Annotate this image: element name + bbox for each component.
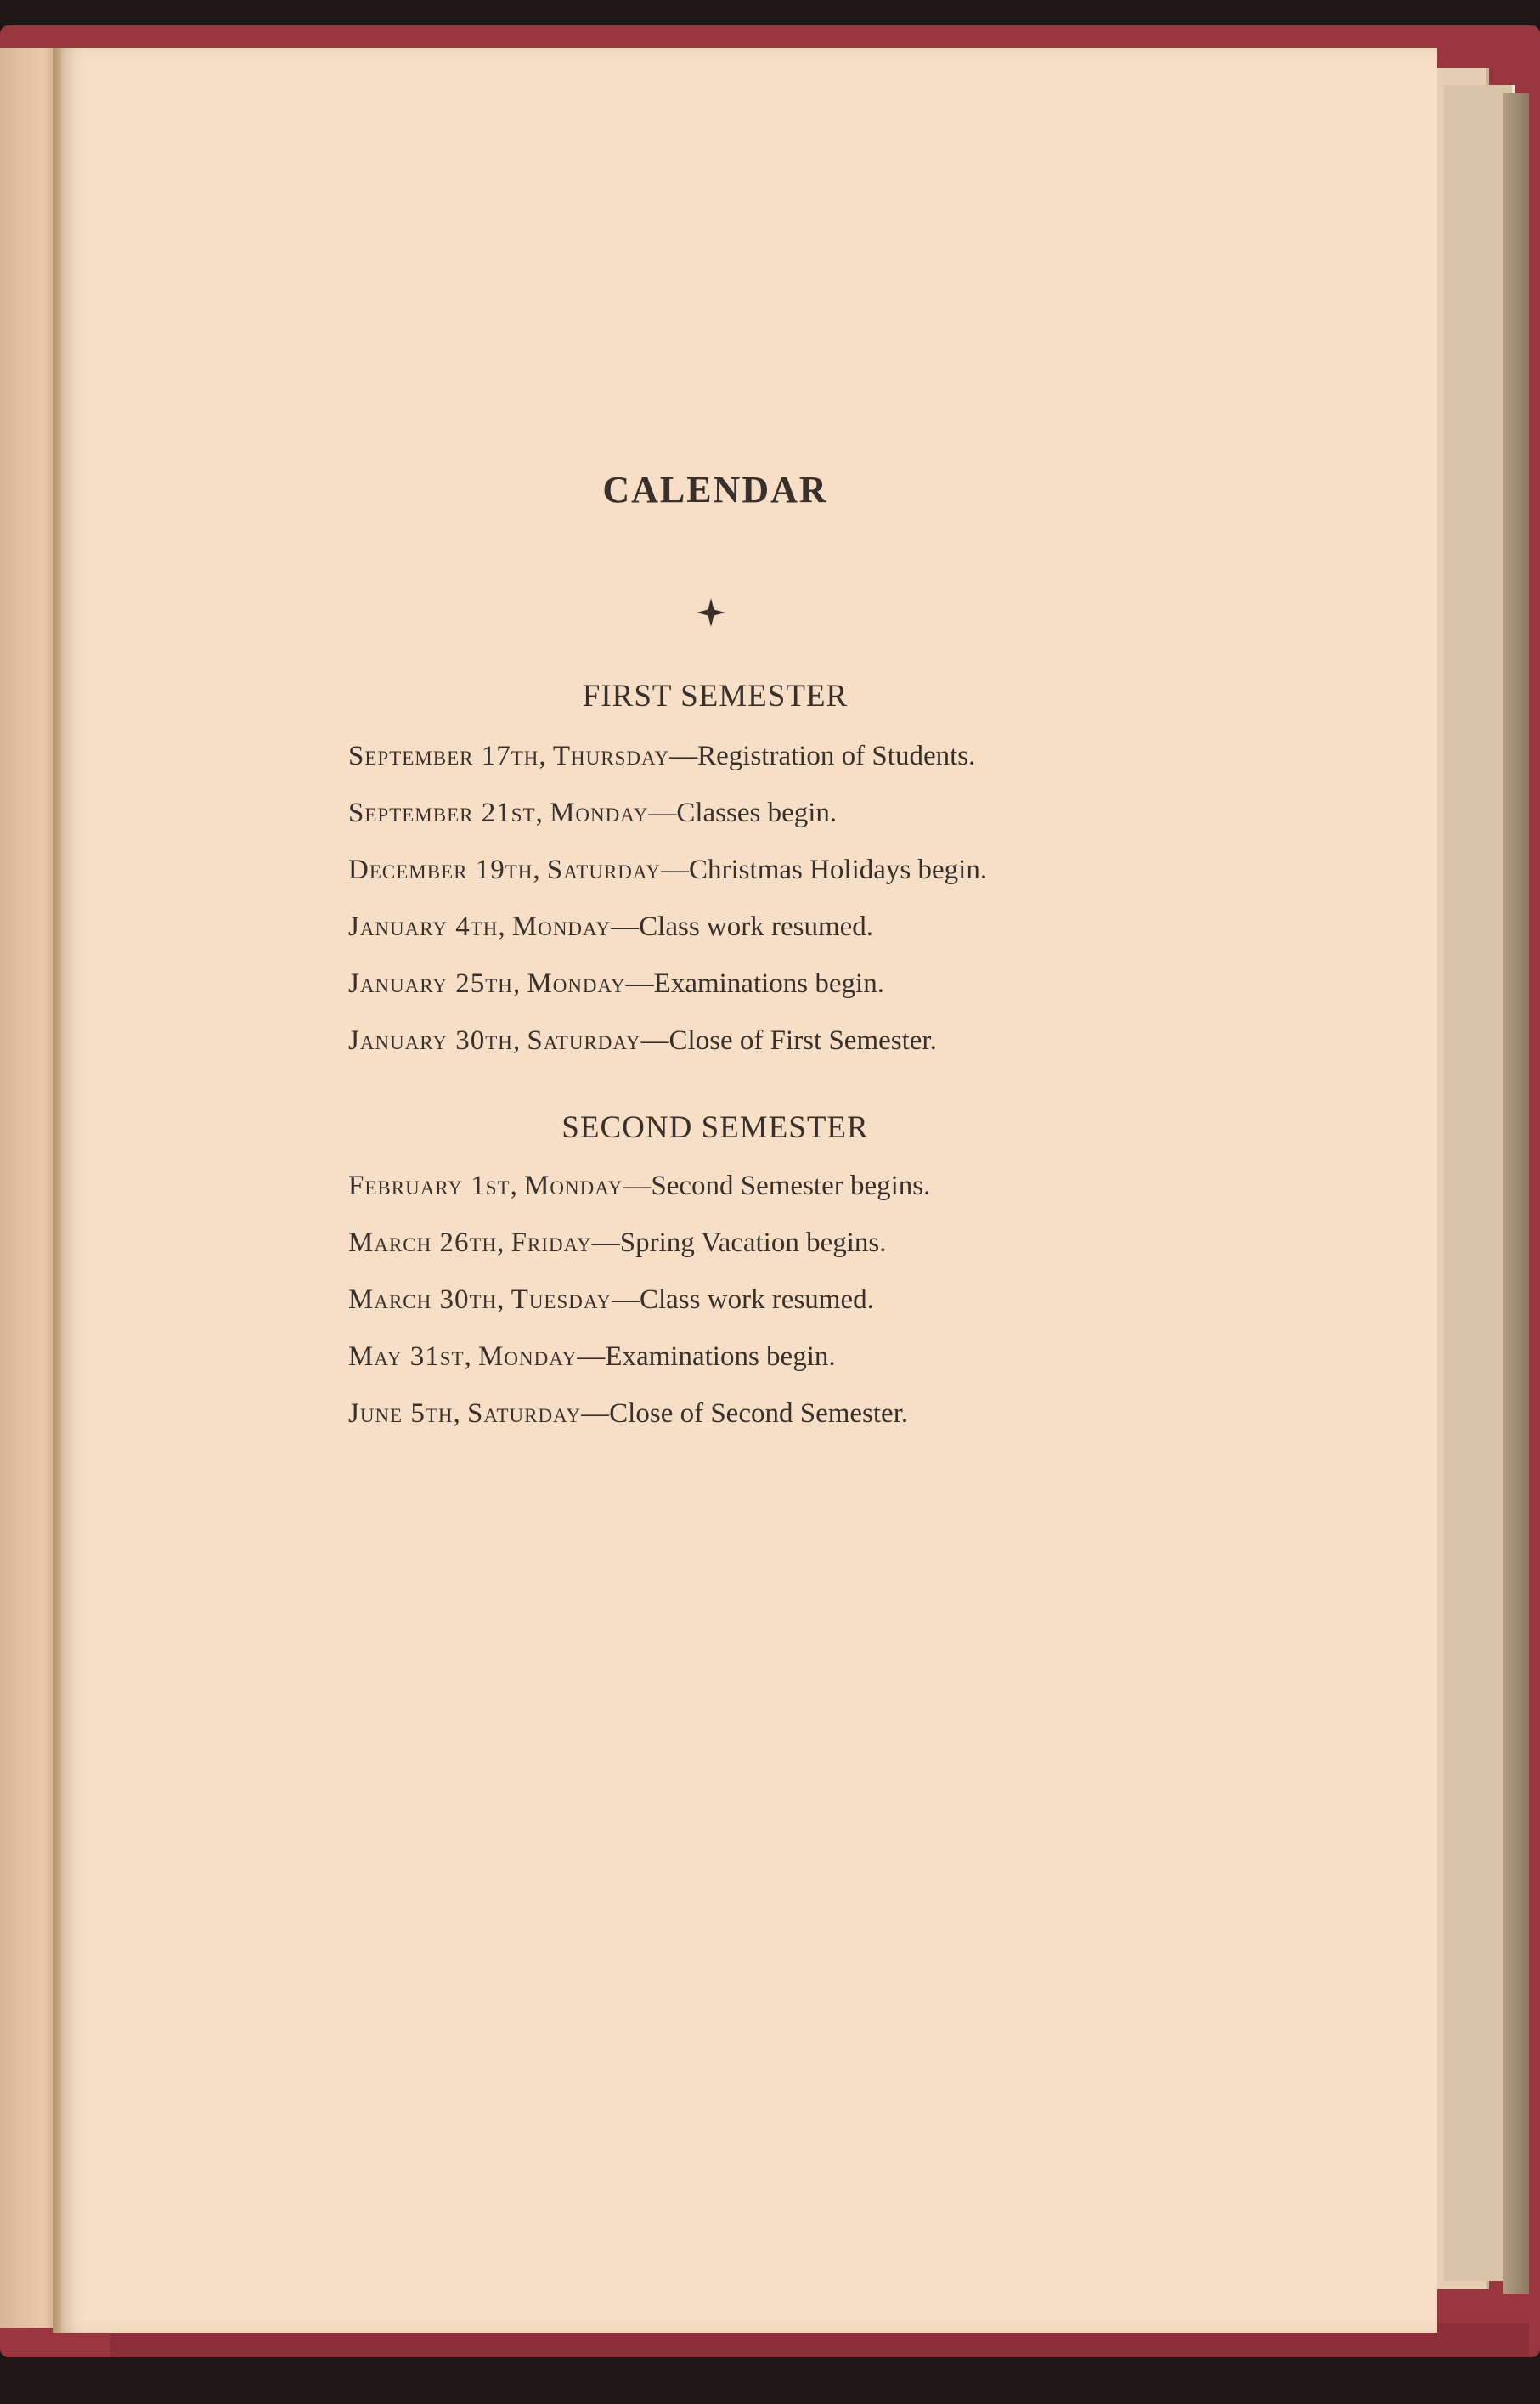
entry-day: Monday [511, 911, 612, 942]
calendar-entry: May 31st, Monday—Examinations begin. [348, 1341, 836, 1372]
entry-date: March 30th [348, 1284, 498, 1315]
entry-event: Class work resumed. [639, 911, 874, 942]
entry-date: May 31st [348, 1341, 465, 1372]
entry-event: Classes begin. [676, 798, 838, 828]
entry-event: Spring Vacation begins. [619, 1227, 887, 1258]
entry-event: Examinations begin. [653, 968, 884, 999]
first-semester-list [348, 742, 987, 1084]
entry-event: Registration of Students. [697, 741, 976, 771]
second-semester-list [348, 1172, 930, 1457]
entry-date: June 5th [348, 1398, 454, 1429]
first-semester-heading: FIRST SEMESTER [582, 679, 849, 714]
entry-event: Christmas Holidays begin. [689, 855, 988, 885]
calendar-entry: January 25th, Monday—Examinations begin. [348, 968, 884, 999]
calendar-entry: January 30th, Saturday—Close of First Semester. [348, 1025, 937, 1056]
entry-day: Saturday [527, 1025, 641, 1056]
calendar-entry: March 26th, Friday—Spring Vacation begins. [348, 1227, 887, 1258]
calendar-entry: January 4th, Monday—Class work resumed. [348, 911, 874, 942]
entry-date: September 17th [348, 741, 539, 771]
document-page [61, 48, 1437, 2333]
entry-event: Second Semester begins. [651, 1171, 931, 1201]
entry-day: Friday [511, 1227, 592, 1258]
calendar-entry: September 21st, Monday—Classes begin. [348, 798, 838, 828]
entry-event: Close of Second Semester. [609, 1398, 909, 1429]
cover-board-edge [1503, 93, 1529, 2294]
second-semester-heading: SECOND SEMESTER [561, 1110, 869, 1145]
calendar-entry: June 5th, Saturday—Close of Second Semester. [348, 1398, 909, 1429]
calendar-entry: December 19th, Saturday—Christmas Holidays begin. [348, 855, 988, 885]
entry-date: February 1st [348, 1171, 511, 1201]
calendar-entry: September 17th, Thursday—Registration of Students. [348, 741, 976, 771]
entry-day: Monday [478, 1341, 578, 1372]
entry-event: Close of First Semester. [668, 1025, 937, 1056]
entry-day: Thursday [552, 741, 670, 771]
entry-day: Tuesday [511, 1284, 612, 1315]
calendar-entry: March 30th, Tuesday—Class work resumed. [348, 1284, 874, 1315]
entry-event: Class work resumed. [639, 1284, 874, 1315]
entry-date: December 19th [348, 855, 533, 885]
entry-day: Monday [527, 968, 626, 999]
entry-day: Saturday [467, 1398, 582, 1429]
entry-date: March 26th [348, 1227, 498, 1258]
entry-day: Saturday [546, 855, 662, 885]
four-point-star-icon [697, 598, 725, 627]
entry-date: January 25th [348, 968, 513, 999]
entry-day: Monday [524, 1171, 623, 1201]
calendar-entry: February 1st, Monday—Second Semester begins. [348, 1171, 931, 1201]
page-content [61, 48, 1437, 2333]
entry-date: January 4th [348, 911, 499, 942]
entry-date: September 21st [348, 798, 536, 828]
page-title: CALENDAR [602, 469, 828, 511]
entry-event: Examinations begin. [605, 1341, 836, 1372]
entry-day: Monday [550, 798, 649, 828]
entry-date: January 30th [348, 1025, 513, 1056]
